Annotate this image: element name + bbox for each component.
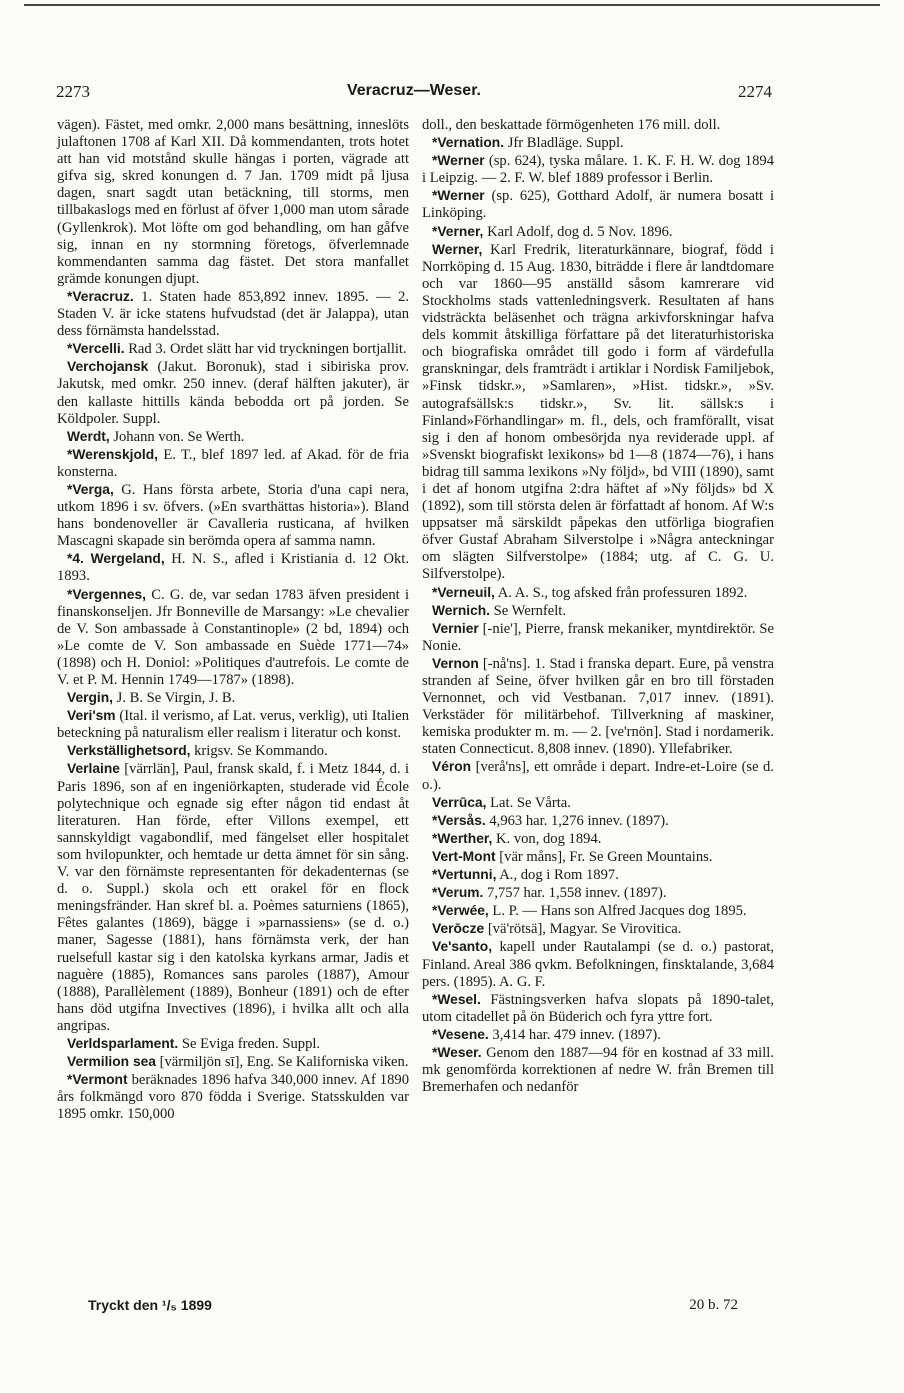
dictionary-entry (57, 1035, 409, 1053)
entry-text: [-nie'], Pierre, fransk mekaniker, myntdirektör. Se Nonie. (422, 620, 774, 654)
entry-headword: *Vernation. (432, 135, 505, 151)
entry-headword: Verchojansk (67, 359, 149, 375)
entry-headword: *Vergennes, (67, 586, 146, 602)
entry-text: L. P. — Hans son Alfred Jacques dog 1895. (492, 903, 747, 920)
dictionary-entry (422, 241, 774, 584)
entry-headword: *Werner (432, 188, 485, 204)
entry-text: beräknades 1896 hafva 340,000 innev. Af 1890 års folkmängd voro 870 födda i Sverige. Statsskulden var 1895 omkr. 150,000 (57, 1072, 409, 1123)
dictionary-entry (57, 340, 409, 358)
dictionary-entry (57, 428, 409, 446)
dictionary-entry (57, 358, 409, 427)
entry-text: C. G. de, var sedan 1783 äfven president i finanskonseljen. Jfr Bonneville de Marsangy: »Le chevalier de V. Son ambassade à Constantinople» (2 bd, 1894) och »Le comte de V. Son ambassade en Suède 1771—74» (1898) och H. Doniol: »Politiques d'autrefois. Le comte de V. et P. M. Hennin 1749—1787» (1898). (57, 586, 410, 688)
entry-text: E. T., blef 1897 led. af Akad. för de fria konsterna. (57, 446, 409, 480)
entry-text: Johann von. Se Werth. (113, 428, 245, 445)
dictionary-entry (57, 550, 409, 585)
entry-headword: Ve'santo, (432, 939, 493, 955)
entry-text: Fästningsverken hafva slopats på 1890-talet, utom citadellet på ön Büderich och fyra yttre fort. (422, 991, 774, 1025)
dictionary-entry (422, 117, 774, 134)
entry-text: Jfr Bladläge. Suppl. (507, 135, 624, 152)
page-number-left: 2273 (56, 82, 90, 101)
entry-text: [vär måns], Fr. Se Green Mountains. (499, 848, 713, 865)
entry-headword: Vernon (432, 655, 479, 671)
dictionary-entry (422, 938, 774, 990)
entry-text: 3,414 har. 479 innev. (1897). (492, 1026, 661, 1043)
entry-headword: *Vesene. (432, 1026, 489, 1042)
entry-text: (sp. 624), tyska målare. 1. K. F. H. W. dog 1894 i Leipzig. — 2. F. W. blef 1889 professor i Berlin. (422, 153, 774, 187)
dictionary-entry (422, 152, 774, 187)
dictionary-entry (57, 446, 409, 481)
top-rule (24, 4, 880, 6)
dictionary-entry (422, 866, 774, 884)
entry-headword: *Weser. (432, 1044, 482, 1060)
entry-headword: Verlaine (67, 761, 120, 777)
entry-headword: Verkställighetsord, (67, 743, 191, 759)
entry-headword: Verrūca, (432, 794, 487, 810)
entry-headword: *Werner (432, 153, 485, 169)
entry-headword: Vernier (432, 620, 479, 636)
dictionary-entry (422, 187, 774, 222)
entry-text: Karl Fredrik, literaturkännare, biograf, född i Norrköping d. 15 Aug. 1830, biträdde i flere år landtdomare och var 1860—95 anställd såsom kamrerare vid Stockholms stads vattenledningsverk. Resultaten af hans vidsträckta beläsenhet och trägna arkivforskningar hafva dels kommit åtskilliga författare på det literaturhistoriska och biografiska området till godo i form af värdefulla granskningar, dels framträdt i artiklar i Nordisk Familjebok, »Finsk tidskr.», »Samlaren», »Hist. tidskr.», »Sv. autografsällsk:s tidskr.», Sv. lit. sällsk:s i Finland»Förhandlingar» m. fl., dels, och framförallt, visat sig i den af honom ombesörjda nya reviderade uppl. af »Svenskt biografiskt lexikons» bd 1—8 (1874—76), i hans bidrag till samma lexikons »Ny följd», bd VIII (1890), samt i det af honom utgifna 2:dra häftet af »Ny följds» bd X (1892), som till största delen är författadt af honom. Af W:s uppsatser må särskildt påpekas den utförliga biografien öfver Gustaf Abraham Silverstolpe i »Några anteckningar om slägten Silfverstolpe» (1884; utg. af C. G. U. Silfverstolpe). (422, 241, 774, 583)
entry-headword: Werner, (432, 241, 483, 257)
dictionary-entry (422, 830, 774, 848)
entry-headword: Véron (432, 759, 472, 775)
dictionary-entry (57, 288, 409, 340)
entry-text: [verå'ns], ett område i depart. Indre-et-Loire (se d. o.). (422, 759, 774, 793)
dictionary-entry (422, 794, 774, 812)
entry-text: [-nå'ns]. 1. Stad i franska depart. Eure, på venstra stranden af Seine, öfver hvilken går en bro till förstaden Vernonnet, och vid Vestbanan. 7,017 innev. (1891). Verkstäder för militärbehof. Tillverkning af maskiner, kemiska produkter m. m. — 2. [ve'rnön]. Stad i nordamerik. staten Connecticut. 8,808 innev. (1890). Yllefabriker. (422, 655, 774, 758)
dictionary-entry (57, 742, 409, 760)
dictionary-entry (422, 1044, 774, 1096)
entry-headword: Verldsparlament. (67, 1035, 179, 1051)
entry-headword: *Verwée, (432, 903, 489, 919)
signature-mark: 20 b. 72 (689, 1297, 738, 1313)
dictionary-entry (422, 812, 774, 830)
entry-headword: Vert-Mont (432, 848, 496, 864)
dictionary-entry (57, 760, 409, 1035)
dictionary-entry (57, 481, 409, 550)
dictionary-entry (422, 655, 774, 759)
dictionary-entry (57, 1071, 409, 1123)
entry-headword: *Werenskjold, (67, 446, 158, 462)
dictionary-entry (57, 117, 409, 288)
running-title: Veracruz—Weser. (346, 82, 481, 99)
entry-text: 1. Staten hade 853,892 innev. 1895. — 2. Staden V. är icke statens hufvudstad (det är Jalappa), utan dess förnämsta handelsstad. (57, 288, 409, 340)
entry-headword: *4. Wergeland, (67, 551, 165, 567)
right-column (422, 117, 774, 1096)
entry-headword: *Veracruz. (67, 288, 134, 304)
entry-text: [värrlän], Paul, fransk skald, f. i Metz 1844, d. i Paris 1896, son af en ingeniörkapten, studerade vid École polytechnique och egnade sig efter någon tid endast åt literaturen. Han förde, efter Villons exempel, ett sannskyldigt vagabondlif, med fängelset eller hospitalet som hvilopunkter, och hemtade ur detta ämnet för sin sång. V. var den förnämste representanten för dekadenternas (se d. o. Suppl.) skola och ett orakel för en flock meningsfränder. Han skref bl. a. Poèmes saturniens (1865), Fêtes galantes (1869), bägge i »parnassiens» (se d. o.) maner, Sagesse (1881), hans förnämsta verk, der han ruelsefull kastar sig i den katolska kyrkans armar, Jadis et naguère (1885), Romances sans paroles (1887), Amour (1888), Parallèlement (1889), Bonheur (1891) och de efter hans död utgifna Invectives (1896), i hvilka allt och alla angripas. (57, 761, 409, 1034)
page-header (56, 82, 772, 104)
dictionary-entry (422, 602, 774, 620)
dictionary-entry (422, 134, 774, 152)
entry-headword: Vermilion sea (67, 1054, 156, 1070)
entry-text: Genom den 1887—94 för en kostnad af 33 mill. mk genomförda korrektionen af nedre W. från Bremen till Bremerhafen och nedanför (422, 1044, 774, 1096)
dictionary-entry (422, 848, 774, 866)
entry-text: Rad 3. Ordet slätt har vid tryckningen bortjallit. (128, 341, 407, 358)
entry-text: (Ital. il verismo, af Lat. verus, verklig), uti Italien beteckning på naturalism eller realism i literatur och konst. (57, 708, 409, 742)
entry-text: G. Hans första arbete, Storia d'una capi nera, utkom 1896 i sv. öfvers. (»En svarthättas historia»). Bland hans bondenoveller är Cavalleria rusticana, af hvilken Mascagni skapade sin berömda opera af samma namn. (57, 481, 409, 550)
entry-text: [värmiljön sī], Eng. Se Kaliforniska viken. (159, 1054, 409, 1071)
entry-headword: *Verum. (432, 885, 484, 901)
entry-headword: *Verga, (67, 481, 114, 497)
entry-headword: Vergin, (67, 690, 114, 706)
print-date: Tryckt den ¹/₅ 1899 (88, 1297, 212, 1313)
entry-headword: Werdt, (67, 428, 110, 444)
dictionary-entry (422, 223, 774, 241)
entry-text: K. von, dog 1894. (495, 830, 602, 847)
entry-text: Karl Adolf, dog d. 5 Nov. 1896. (487, 223, 673, 240)
entry-headword: *Wesel. (432, 991, 481, 1007)
dictionary-entry (422, 920, 774, 938)
dictionary-entry (57, 586, 409, 690)
entry-headword: *Verner, (432, 223, 484, 239)
entry-headword: *Vermont (67, 1072, 128, 1088)
dictionary-entry (57, 1053, 409, 1071)
entry-headword: *Vertunni, (432, 867, 497, 883)
entry-headword: *Verneuil, (432, 584, 495, 600)
entry-headword: *Werther, (432, 830, 493, 846)
entry-text: Se Wernfelt. (493, 602, 566, 619)
entry-text: (sp. 625), Gotthard Adolf, är numera bosatt i Linköping. (422, 188, 774, 222)
dictionary-entry (422, 902, 774, 920)
entry-text: H. N. S., afled i Kristiania d. 12 Okt. 1893. (57, 551, 410, 585)
dictionary-entry (422, 584, 774, 602)
dictionary-entry (422, 758, 774, 793)
dictionary-entry (57, 689, 409, 707)
entry-text: doll., den beskattade förmögenheten 176 mill. doll. (422, 117, 721, 133)
entry-headword: Wernich. (432, 602, 491, 618)
entry-headword: Veri'sm (67, 708, 116, 724)
entry-text: A. A. S., tog afsked från professuren 1892. (497, 584, 748, 601)
dictionary-entry (422, 991, 774, 1026)
entry-headword: *Versås. (432, 812, 486, 828)
entry-text: (Jakut. Boronuk), stad i sibiriska prov. Jakutsk, med omkr. 250 innev. (deraf hälften jakuter), är den kallaste hittills kända bebodda ort på jorden. Se Köldpoler. Suppl. (57, 359, 410, 427)
left-column (57, 117, 409, 1123)
entry-headword: *Vercelli. (67, 341, 125, 357)
page-number-right: 2274 (738, 82, 772, 101)
dictionary-entry (422, 884, 774, 902)
entry-text: 4,963 har. 1,276 innev. (1897). (489, 812, 669, 829)
dictionary-entry (422, 1026, 774, 1044)
entry-text: vägen). Fästet, med omkr. 2,000 mans besättning, inneslöts julaftonen 1708 af Karl XII. Då kommendanten, trots hotet att han vid motstånd skulle hängas i porten, vägrade att gifva sig, skred konungen d. 7 Jan. 1709 midt på ljusa dagen, snart sagdt utan betäckning, till storms, men tillbakaslogs med en förlust af öfver 1,000 man utom sårade (Gyllenkrok). Mot löfte om god behandling, om han gåfve sig, innan en ny stormning företogs, öfverlemnade kommendanten samma dag fästet. Det stora manfallet grämde konungen djupt. (57, 117, 409, 287)
entry-text: Se Eviga freden. Suppl. (181, 1035, 321, 1052)
entry-text: kapell under Rautalampi (se d. o.) pastorat, Finland. Areal 386 qvkm. Befolkningen, finsktalande, 3,684 pers. (1895). A. G. F. (422, 939, 774, 990)
entry-headword: Verōcze (432, 921, 485, 937)
entry-text: 7,757 har. 1,558 innev. (1897). (487, 885, 667, 902)
entry-text: A., dog i Rom 1897. (499, 867, 619, 884)
entry-text: [vä'rötsä], Magyar. Se Virovitica. (487, 921, 682, 938)
page-footer (88, 1297, 738, 1317)
dictionary-entry (422, 620, 774, 655)
entry-text: Lat. Se Vårta. (490, 794, 571, 811)
dictionary-entry (57, 707, 409, 742)
entry-text: J. B. Se Virgin, J. B. (116, 690, 236, 707)
entry-text: krigsv. Se Kommando. (194, 743, 328, 760)
